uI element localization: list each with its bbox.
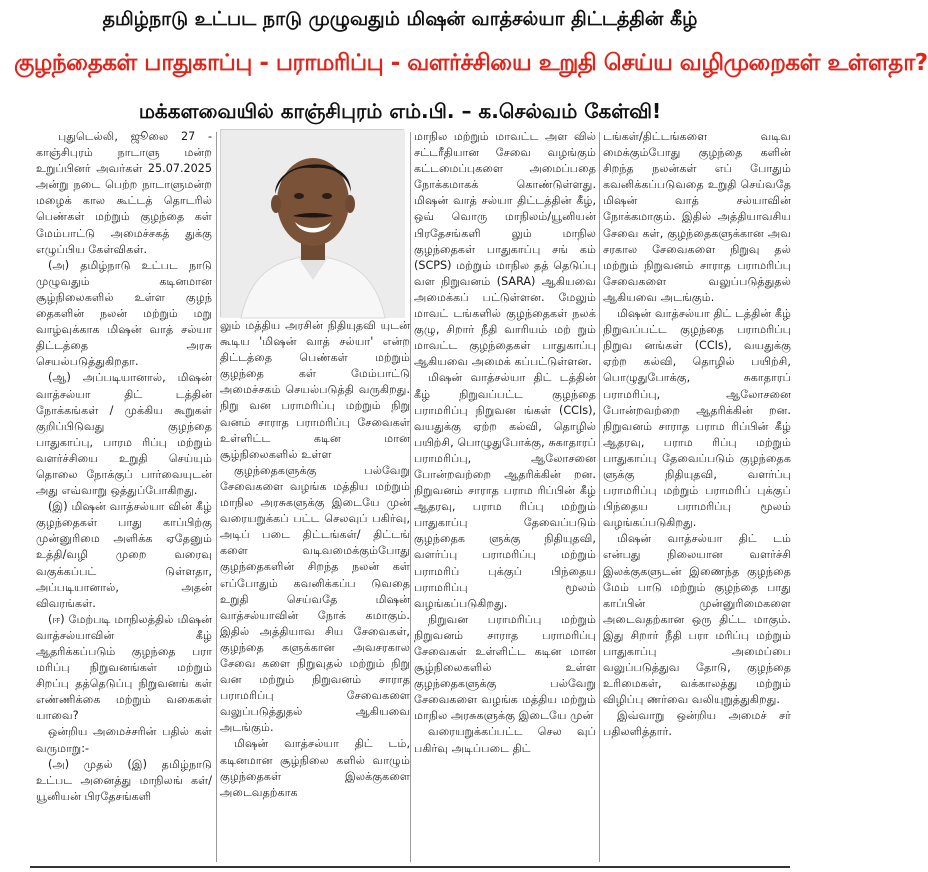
paragraph: வரையறுக்கப்பட்ட செல வுப் பகிர்வு அடிப்படை திட் bbox=[414, 725, 596, 755]
paragraph: மிஷன் வாத்சல்யா திட் டம், கடினமான சூழ்நிலை களில் வாழும் குழந்தைகள் இலக்குகளை அடைவதற்காக bbox=[220, 737, 410, 799]
bottom-rule bbox=[30, 866, 790, 868]
paragraph: டங்கள்/திட்டங்களை வடிவ மைக்கும்போது குழந்தை களின் சிறந்த நலன்கள் எப் போதும் கவனிக்கப்படுவதை உறுதி செய்வதே மிஷன் வாத் சல்யாவின் நோக்கமாகும். இதில் அத்தியாவசிய சேவை கள், குழந்தைகளுக்கான அவ சரகால சேவைகளை நிறுவு தல் மற்றும் நிறுவனம் சாராத பராமரிப்பு சேவைகளை வலுப்படுத்துதல் ஆகியவை அடங்கும். bbox=[603, 130, 791, 304]
paragraph: (ஆ) அப்படியானால், மிஷன் வாத்சல்யா திட் டத்தின் நோக்கங்கள் / முக்கிய கூறுகள் குறிப்பிடுவது குழந்தை பாதுகாப்பு, பாரம ரிப்பு மற்றும் வளர்ச்சியை உறுதி செய்யும் தொலை நோக்குப் பார்வையுடன் அது எவ்வாறு ஒத்துப்போகிறது. bbox=[36, 371, 212, 498]
paragraph: மிஷன் வாத்சல்யா திட் டத்தின் கீழ் நிறுவப்பட்ட குழந்தை பராமரிப்பு நிறுவ னங்கள் (CCIs), வயதுக்கு ஏற்ற கல்வி, தொழில் பயிற்சி, பொழுதுபோக்கு, சுகாதாரப் பராமரிப்பு, ஆலோசனை போன்றவற்றை ஆதரிக்கின் றன. நிறுவனம் சாராத பராம ரிப்பின் கீழ் ஆதரவு, பராம ரிப்பு மற்றும் பாதுகாப்பு தேவைப்படும் குழந்தைக ளுக்கு நிதியுதவி, வளர்ப்பு பராமரிப்பு மற்றும் பராமரிப் புக்குப் பிந்தைய பராமரிப்பு மூலம் வழங்கப்படுகிறது. bbox=[603, 307, 791, 530]
paragraph: ஒன்றிய அமைச்சரின் பதில் கள் வருமாறு:- bbox=[36, 725, 212, 755]
paragraph: குழந்தைகளுக்கு பல்வேறு சேவைகளை வழங்க மத்திய மற்றும் மாநில அரசுகளுக்கு இடையே முன் வரையறுக்கப் பட்ட செலவுப் பகிர்வு, அடிப் படை திட்டங்கள்/ திட்டங் களை வடிவமைக்கும்போது குழந்தைகளின் சிறந்த நலன் கள் எப்போதும் கவனிக்கப்ப டுவதை உறுதி செய்வதே மிஷன் வாத்சல்யாவின் நோக் கமாகும். இதில் அத்தியாவ சிய சேவைகள், குழந்தை களுக்கான அவசரகால சேவை களை நிறுவுதல் மற்றும் நிறு வன மற்றும் நிறுவனம் சாராத பராமரிப்பு சேவைகளை வலுப்படுத்துதல் ஆகியவை அடங்கும். bbox=[220, 463, 410, 735]
paragraph: மாநில மற்றும் மாவட்ட அள வில் சட்டரீதியான சேவை வழங்கும் கட்டமைப்புகளை அமைப்பதை நோக்கமாகக் கொண்டுள்ளது. மிஷன் வாத் சல்யா திட்டத்தின் கீழ், ஒவ் வொரு மாநிலம்/யூனியன் பிரதேசங்களி லும் மாநில குழந்தைகள் பாதுகாப்பு சங் கம் (SCPS) மற்றும் மாநில தத் தெடுப்பு வள நிறுவனம் (SARA) ஆகியவை அமைக்கப் பட்டுள்ளன. மேலும் மாவட் டங்களில் குழந்தைகள் நலக் குழு, சிறார் நீதி வாரியம் மற் றும் மாவட்ட குழந்தைகள் பாதுகாப்பு ஆகியவை அமைக் கப்பட்டுள்ளன. bbox=[414, 130, 596, 369]
article-subhead: மக்களவையில் காஞ்சிபுரம் எம்.பி. – க.செல்வம் கேள்வி! bbox=[138, 99, 662, 123]
portrait-photo bbox=[220, 129, 404, 317]
paragraph: மிஷன் வாத்சல்யா திட் டத்தின் கீழ் நிறுவப்பட்ட குழந்தை பராமரிப்பு நிறுவன ங்கள் (CCIs), வயதுக்கு ஏற்ற கல்வி, தொழில் பயிற்சி, பொழுதுபோக்கு, சுகாதாரப் பராமரிப்பு, ஆலோசனை போன்றவற்றை ஆதரிக்கின் றன. நிறுவனம் சாராத பராம ரிப்பின் கீழ் ஆதரவு, பராம ரிப்பு மற்றும் பாதுகாப்பு தேவைப்படும் குழந்தைக ளுக்கு நிதியுதவி, வளர்ப்பு பராமரிப்பு மற்றும் பராமரிப் புக்குப் பிந்தைய பராமரிப்பு மூலம் வழங்கப்படுகிறது. bbox=[414, 371, 596, 610]
article-column-4 bbox=[603, 129, 791, 865]
column-divider bbox=[410, 132, 411, 862]
column-divider bbox=[599, 132, 600, 862]
article-headline: குழந்தைகள் பாதுகாப்பு - பராமரிப்பு - வளர்ச்சியை உறுதி செய்ய வழிமுறைகள் உள்ளதா? bbox=[14, 50, 928, 76]
column-divider bbox=[216, 132, 217, 862]
paragraph: புதுடெல்லி, ஜூலை 27 - காஞ்சிபுரம் நாடாளு மன்ற உறுப்பினர் அவர்கள் 25.07.2025 அன்று நடை பெற்ற நாடாளுமன்ற மழைக் கால கூட்டத் தொடரில் பெண்கள் மற்றும் குழந்தை கள் மேம்பாட்டு அமைச்சகத் துக்கு எழுப்பிய கேள்விகள். bbox=[36, 130, 212, 256]
article-column-2 bbox=[220, 318, 410, 865]
portrait-photo-icon bbox=[221, 130, 405, 318]
article-column-3 bbox=[414, 129, 596, 865]
paragraph: (இ) மிஷன் வாத்சல்யா வின் கீழ் குழந்தைகள் பாது காப்பிற்கு முன்னுரிமை அளிக்க ஏதேனும் உத்தி/வழி முறை வரைவு வகுக்கப்பட் டுள்ளதா, அப்படியானால், அதன் விவரங்கள். bbox=[36, 500, 212, 610]
paragraph: (அ) தமிழ்நாடு உட்பட நாடு முழுவதும் கடினமான சூழ்நிலைகளில் உள்ள குழந் தைகளின் நலன் மற்றும் மறு வாழ்வுக்காக மிஷன் வாத் சல்யா திட்டத்தை அரசு செயல்படுத்துகிறதா. bbox=[36, 258, 212, 369]
article-kicker: தமிழ்நாடு உட்பட நாடு முழுவதும் மிஷன் வாத்சல்யா திட்டத்தின் கீழ் bbox=[102, 8, 698, 30]
paragraph: இவ்வாறு ஒன்றிய அமைச் சர் பதிலளித்தார். bbox=[603, 709, 791, 739]
paragraph: (அ) முதல் (இ) தமிழ்நாடு உட்பட அனைத்து மாநிலங் கள்/யூனியன் பிரதேசங்களி bbox=[36, 757, 212, 803]
paragraph: நிறுவன பராமரிப்பு மற்றும் நிறுவனம் சாராத பராமரிப்பு சேவைகள் உள்ளிட்ட கடின மான சூழ்நிலைகளில் உள்ள குழந்தைகளுக்கு பல்வேறு சேவைகளை வழங்க மத்திய மற்றும் மாநில அரசுகளுக்கு இடையே முன் bbox=[414, 612, 596, 723]
paragraph: மிஷன் வாத்சல்யா திட் டம் என்பது நிலையான வளர்ச்சி இலக்குகளுடன் இணைந்த குழந்தை மேம் பாடு மற்றும் குழந்தை பாது காப்பின் முன்னுரிமைகளை அடைவதற்கான ஒரு திட்ட மாகும். இது சிறார் நீதி பரா மரிப்பு மற்றும் பாதுகாப்பு அமைப்பை வலுப்படுத்துவ தோடு, குழந்தை உரிமைகள், வக்காலத்து மற்றும் விழிப்பு ணர்வை வலியுறுத்துகிறது. bbox=[603, 532, 791, 707]
paragraph: லும் மத்திய அரசின் நிதியுதவி யுடன் கூடிய 'மிஷன் வாத் சல்யா' என்ற திட்டத்தை பெண்கள் மற்றும் குழந்தை கள் மேம்பாட்டு அமைச்சகம் செயல்படுத்தி வருகிறது. நிறு வன பராமரிப்பு மற்றும் நிறு வனம் சாராத பராமரிப்பு சேவைகள் உள்ளிட்ட கடின மான சூழ்நிலைகளில் உள்ள bbox=[220, 319, 410, 461]
paragraph: (ஈ) மேற்படி மாநிலத்தில் மிஷன் வாத்சல்யாவின் கீழ் ஆதரிக்கப்படும் குழந்தை பரா மரிப்பு நிறுவனங்கள் மற்றும் சிறப்பு தத்தெடுப்பு நிறுவனங் கள் எண்ணிக்கை மற்றும் வகைகள் யாவை? bbox=[36, 612, 212, 723]
article-column-1 bbox=[36, 129, 212, 865]
